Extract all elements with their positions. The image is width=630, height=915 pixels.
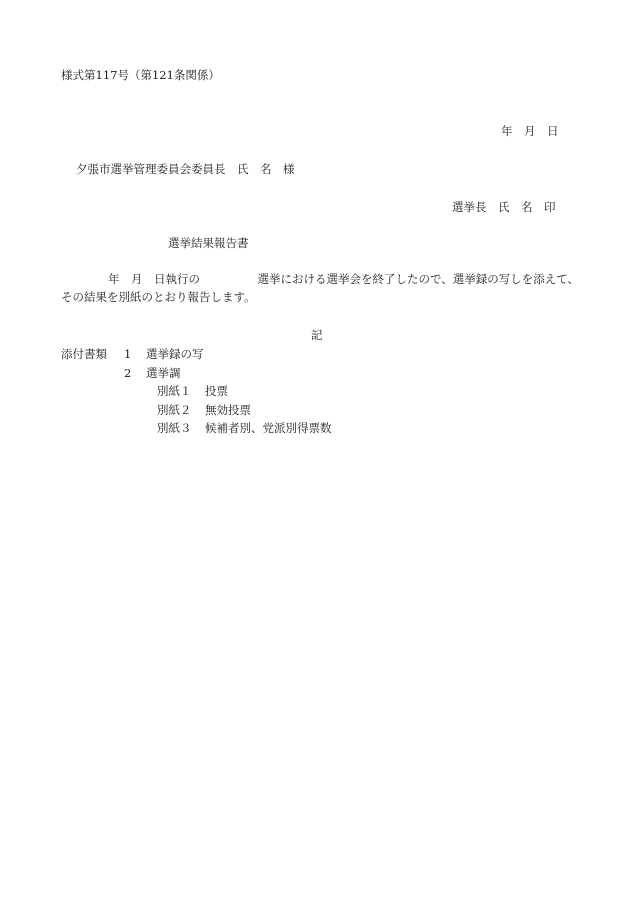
attachment-item-text: 選挙調: [146, 366, 181, 380]
attachment-sub-item-text: 候補者別、党派別得票数: [205, 421, 332, 435]
attachment-item-number: 2: [124, 366, 132, 380]
attachment-item-number: 1: [124, 347, 132, 361]
form-number: 様式第117号（第121条関係）: [61, 68, 220, 82]
attachment-sub-item-label: 別紙３: [157, 421, 192, 435]
attachment-item-text: 選挙録の写: [146, 347, 204, 361]
record-heading: 記: [311, 328, 323, 342]
body-text-line-2: その結果を別紙のとおり報告します。: [61, 290, 256, 304]
date-line: 年 月 日: [501, 124, 559, 138]
attachment-sub-item-text: 投票: [205, 384, 228, 398]
attachment-sub-item-text: 無効投票: [205, 403, 251, 417]
attachment-sub-item-label: 別紙２: [157, 403, 192, 417]
attachment-sub-item-label: 別紙１: [157, 384, 192, 398]
addressee: 夕張市選挙管理委員会委員長 氏 名 様: [76, 162, 295, 176]
document-title: 選挙結果報告書: [168, 236, 249, 250]
sender-signature: 選挙長 氏 名 印: [452, 200, 556, 214]
body-text-line-1: 年 月 日執行の 選挙における選挙会を終了したので、選挙録の写しを添えて、: [108, 272, 580, 286]
attachments-label: 添付書類: [61, 347, 107, 361]
